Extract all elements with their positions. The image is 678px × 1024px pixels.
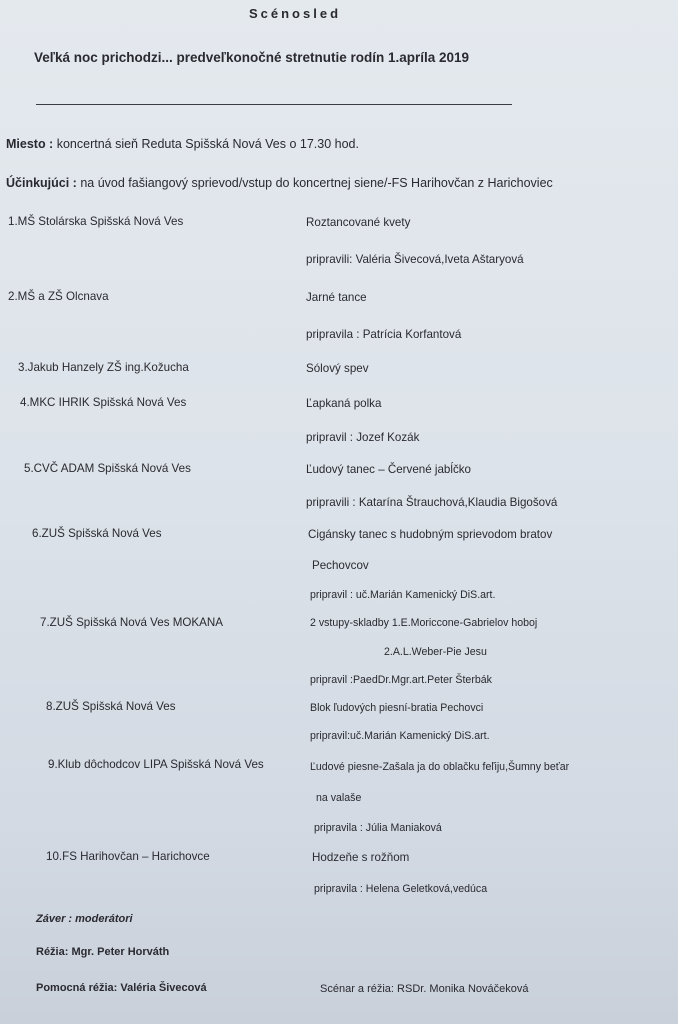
- program-piece: Sólový spev: [306, 362, 369, 375]
- participants-line: [6, 176, 553, 190]
- program-performer: 6.ZUŠ Spišská Nová Ves: [32, 527, 162, 540]
- program-piece-continued: 2.A.L.Weber-Pie Jesu: [384, 646, 487, 658]
- program-performer: 1.MŠ Stolárska Spišská Nová Ves: [8, 215, 184, 228]
- closing-assistant-direction: Pomocná réžia: Valéria Šivecová: [36, 982, 207, 994]
- divider-line: [36, 104, 512, 105]
- program-performer: 9.Klub dôchodcov LIPA Spišská Nová Ves: [48, 758, 264, 771]
- place-line: [6, 137, 359, 151]
- program-prepared-by: pripravila : Júlia Maniaková: [314, 822, 442, 834]
- document-subtitle: Veľká noc prichodzi... predveľkonočné stretnutie rodín 1.apríla 2019: [34, 50, 470, 65]
- program-piece-continued: na valaše: [316, 792, 362, 804]
- program-prepared-by: pripravili : Katarína Štrauchová,Klaudia Bigošová: [306, 496, 558, 509]
- program-piece: Roztancované kvety: [306, 216, 411, 229]
- participants-value: na úvod fašiangový sprievod/vstup do koncertnej siene/-FS Harihovčan z Harichoviec: [76, 176, 553, 190]
- program-prepared-by: pripravil : Jozef Kozák: [306, 431, 420, 444]
- program-prepared-by: pripravil : uč.Marián Kamenický DiS.art.: [310, 589, 496, 601]
- program-piece: Jarné tance: [306, 291, 367, 304]
- program-performer: 7.ZUŠ Spišská Nová Ves MOKANA: [40, 616, 223, 629]
- program-piece: Cigánsky tanec s hudobným sprievodom bratov: [308, 528, 553, 541]
- place-label: Miesto :: [6, 137, 54, 151]
- program-performer: 10.FS Harihovčan – Harichovce: [46, 850, 210, 863]
- program-performer: 5.CVČ ADAM Spišská Nová Ves: [24, 462, 191, 475]
- program-piece-continued: Pechovcov: [312, 559, 369, 572]
- program-prepared-by: pripravil:uč.Marián Kamenický DiS.art.: [310, 730, 490, 742]
- program-piece: 2 vstupy-skladby 1.E.Moriccone-Gabrielov hoboj: [310, 617, 538, 629]
- closing-end: Záver : moderátori: [36, 913, 133, 925]
- program-performer: 2.MŠ a ZŠ Olcnava: [8, 290, 109, 303]
- document-title: Scénosled: [248, 6, 342, 21]
- closing-script: Scénar a réžia: RSDr. Monika Nováčeková: [320, 983, 529, 995]
- program-prepared-by: pripravili: Valéria Šivecová,Iveta Aštaryová: [306, 253, 524, 266]
- program-piece: Blok ľudových piesní-bratia Pechovci: [310, 702, 484, 714]
- participants-label: Účinkujúci :: [6, 176, 77, 190]
- closing-direction: Réžia: Mgr. Peter Horváth: [36, 946, 170, 958]
- program-performer: 3.Jakub Hanzely ZŠ ing.Kožucha: [18, 361, 189, 374]
- program-performer: 8.ZUŠ Spišská Nová Ves: [46, 700, 176, 713]
- program-performer: 4.MKC IHRIK Spišská Nová Ves: [20, 396, 187, 409]
- program-prepared-by: pripravila : Patrícia Korfantová: [306, 328, 462, 341]
- program-piece: Ľudové piesne-Zašala ja do oblačku feľiju,Šumny beťar: [310, 761, 570, 773]
- program-prepared-by: pripravil :PaedDr.Mgr.art.Peter Šterbák: [310, 674, 492, 686]
- program-piece: Hodzeňe s rožňom: [312, 851, 410, 864]
- program-piece: Ľudový tanec – Červené jabĺčko: [306, 463, 471, 476]
- place-value: koncertná sieň Reduta Spišská Nová Ves o 17.30 hod.: [53, 137, 359, 151]
- program-piece: Ľapkaná polka: [306, 397, 382, 410]
- program-prepared-by: pripravila : Helena Geletková,vedúca: [314, 883, 488, 895]
